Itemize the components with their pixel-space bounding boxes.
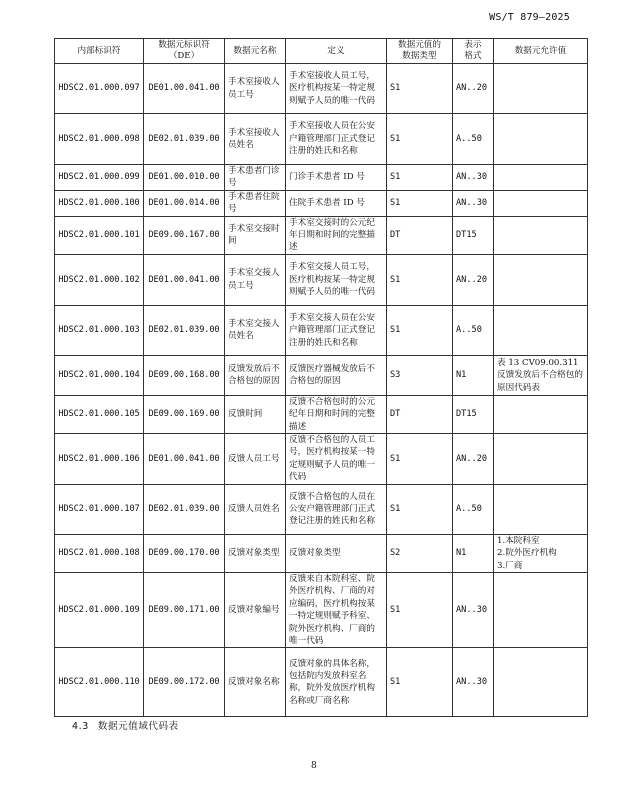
- table-row: [55, 305, 588, 355]
- data-type-cell: S1: [387, 165, 453, 191]
- de-id-cell: DE02.01.039.00: [144, 114, 225, 165]
- data-type-cell: S1: [387, 305, 453, 355]
- data-type-cell: DT: [387, 216, 453, 254]
- col-header-data-type-line2: 数据类型: [402, 51, 437, 61]
- definition-cell: 反馈医疗器械发放后不合格包的原因: [286, 355, 387, 395]
- format-cell: AN..30: [453, 648, 494, 717]
- internal-id-cell: HDSC2.01.000.105: [55, 395, 144, 433]
- format-cell: N1: [453, 534, 494, 572]
- allowed-values-cell: [494, 216, 588, 254]
- name-cell: 手术室接收人员工号: [225, 64, 286, 114]
- internal-id-cell: HDSC2.01.000.098: [55, 114, 144, 165]
- data-type-cell: S1: [387, 190, 453, 216]
- format-cell: DT15: [453, 216, 494, 254]
- col-header-format-line2: 格式: [464, 51, 482, 61]
- definition-cell: 反馈不合格包时的公元纪年日期和时间的完整描述: [286, 395, 387, 433]
- section-heading: [72, 718, 179, 732]
- allowed-values-cell: [494, 648, 588, 717]
- internal-id-cell: HDSC2.01.000.103: [55, 305, 144, 355]
- table-row: [55, 434, 588, 485]
- definition-cell: 手术室接收人员工号，医疗机构按某一特定规则赋予人员的唯一代码: [286, 64, 387, 114]
- format-cell: AN..20: [453, 64, 494, 114]
- table-row: [55, 572, 588, 647]
- col-header-de-id-line1: 数据元标识符: [158, 40, 210, 50]
- allowed-values-cell: [494, 484, 588, 534]
- data-type-cell: S3: [387, 355, 453, 395]
- de-id-cell: DE01.00.041.00: [144, 64, 225, 114]
- internal-id-cell: HDSC2.01.000.102: [55, 254, 144, 305]
- definition-cell: 门诊手术患者 ID 号: [286, 165, 387, 191]
- col-header-de-id-line2: （DE）: [168, 51, 200, 61]
- data-type-cell: DT: [387, 395, 453, 433]
- format-cell: A..50: [453, 305, 494, 355]
- data-type-cell: S1: [387, 254, 453, 305]
- allowed-value: 表 13 CV09.00.311 反馈发放后不合格包的原因代码表: [497, 357, 583, 393]
- data-element-table: [54, 38, 588, 717]
- table-row: [55, 64, 588, 114]
- internal-id-cell: HDSC2.01.000.104: [55, 355, 144, 395]
- internal-id-cell: HDSC2.01.000.099: [55, 165, 144, 191]
- definition-cell: 手术室接收人员在公安户籍管理部门正式登记注册的姓氏和名称: [286, 114, 387, 165]
- format-cell: AN..20: [453, 434, 494, 485]
- allowed-values-cell: [494, 190, 588, 216]
- internal-id-cell: HDSC2.01.000.106: [55, 434, 144, 485]
- table-row: [55, 114, 588, 165]
- de-id-cell: DE09.00.167.00: [144, 216, 225, 254]
- col-header-definition: 定义: [286, 39, 387, 64]
- col-header-allowed-values: 数据元允许值: [494, 39, 588, 64]
- data-type-cell: S1: [387, 484, 453, 534]
- name-cell: 手术室交接时间: [225, 216, 286, 254]
- format-cell: AN..30: [453, 165, 494, 191]
- definition-cell: 反馈不合格包的人员工号，医疗机构按某一特定规则赋予人员的唯一代码: [286, 434, 387, 485]
- col-header-de-id: [144, 39, 225, 64]
- table-row: [55, 190, 588, 216]
- allowed-value: 2.院外医疗机构: [497, 548, 557, 559]
- name-cell: 手术患者门诊号: [225, 165, 286, 191]
- data-type-cell: S1: [387, 648, 453, 717]
- allowed-values-cell: [494, 305, 588, 355]
- definition-cell: 手术室交接时的公元纪年日期和时间的完整描述: [286, 216, 387, 254]
- col-header-internal-id: 内部标识符: [55, 39, 144, 64]
- name-cell: 反馈发放后不合格包的原因: [225, 355, 286, 395]
- name-cell: 反馈对象类型: [225, 534, 286, 572]
- format-cell: N1: [453, 355, 494, 395]
- format-cell: A..50: [453, 484, 494, 534]
- de-id-cell: DE01.00.041.00: [144, 254, 225, 305]
- allowed-values-cell: [494, 114, 588, 165]
- definition-cell: 反馈对象的具体名称，包括院内发放科室名称，院外发放医疗机构名称或厂商名称: [286, 648, 387, 717]
- definition-cell: 反馈对象类型: [286, 534, 387, 572]
- table-row: [55, 216, 588, 254]
- name-cell: 反馈对象编号: [225, 572, 286, 647]
- data-type-cell: S1: [387, 572, 453, 647]
- table-row: [55, 395, 588, 433]
- allowed-values-cell: [494, 165, 588, 191]
- definition-cell: 反馈来自本院科室、院外医疗机构、厂商的对应编码，医疗机构按某一特定规则赋予科室、院外医疗机构、厂商的唯一代码: [286, 572, 387, 647]
- de-id-cell: DE09.00.171.00: [144, 572, 225, 647]
- definition-cell: 手术室交接人员在公安户籍管理部门正式登记注册的姓氏和名称: [286, 305, 387, 355]
- name-cell: 手术室交接人员工号: [225, 254, 286, 305]
- table-row: [55, 355, 588, 395]
- format-cell: AN..30: [453, 572, 494, 647]
- col-header-format: [453, 39, 494, 64]
- data-type-cell: S1: [387, 114, 453, 165]
- col-header-format-line1: 表示: [464, 40, 482, 50]
- table-row: [55, 534, 588, 572]
- table-row: [55, 165, 588, 191]
- col-header-name: 数据元名称: [225, 39, 286, 64]
- de-id-cell: DE02.01.039.00: [144, 305, 225, 355]
- data-type-cell: S1: [387, 434, 453, 485]
- internal-id-cell: HDSC2.01.000.107: [55, 484, 144, 534]
- de-id-cell: DE01.00.010.00: [144, 165, 225, 191]
- table-row: [55, 484, 588, 534]
- section-title: 数据元值域代码表: [97, 721, 179, 732]
- de-id-cell: DE09.00.169.00: [144, 395, 225, 433]
- definition-cell: 住院手术患者 ID 号: [286, 190, 387, 216]
- de-id-cell: DE09.00.168.00: [144, 355, 225, 395]
- name-cell: 反馈人员姓名: [225, 484, 286, 534]
- col-header-data-type-line1: 数据元值的: [398, 40, 441, 50]
- data-type-cell: S2: [387, 534, 453, 572]
- allowed-values-cell: [494, 534, 588, 572]
- internal-id-cell: HDSC2.01.000.109: [55, 572, 144, 647]
- table-header-row: [55, 39, 588, 64]
- name-cell: 手术室交接人员姓名: [225, 305, 286, 355]
- col-header-data-type: [387, 39, 453, 64]
- de-id-cell: DE01.00.014.00: [144, 190, 225, 216]
- internal-id-cell: HDSC2.01.000.108: [55, 534, 144, 572]
- name-cell: 反馈对象名称: [225, 648, 286, 717]
- de-id-cell: DE09.00.172.00: [144, 648, 225, 717]
- name-cell: 手术室接收人员姓名: [225, 114, 286, 165]
- table-body: [55, 64, 588, 717]
- internal-id-cell: HDSC2.01.000.097: [55, 64, 144, 114]
- name-cell: 反馈时间: [225, 395, 286, 433]
- internal-id-cell: HDSC2.01.000.101: [55, 216, 144, 254]
- table-row: [55, 648, 588, 717]
- internal-id-cell: HDSC2.01.000.100: [55, 190, 144, 216]
- name-cell: 手术患者住院号: [225, 190, 286, 216]
- definition-cell: 反馈不合格包的人员在公安户籍管理部门正式登记注册的姓氏和名称: [286, 484, 387, 534]
- de-id-cell: DE02.01.039.00: [144, 484, 225, 534]
- de-id-cell: DE09.00.170.00: [144, 534, 225, 572]
- allowed-value: 1.本院科室: [497, 535, 540, 546]
- allowed-values-cell: [494, 572, 588, 647]
- de-id-cell: DE01.00.041.00: [144, 434, 225, 485]
- definition-cell: 手术室交接人员工号，医疗机构按某一特定规则赋予人员的唯一代码: [286, 254, 387, 305]
- page-number: 8: [311, 761, 317, 771]
- allowed-values-cell: [494, 355, 588, 395]
- allowed-value: 3.厂商: [497, 560, 523, 571]
- data-type-cell: S1: [387, 64, 453, 114]
- allowed-values-cell: [494, 64, 588, 114]
- standard-code: WS/T 879—2025: [489, 12, 570, 23]
- format-cell: AN..20: [453, 254, 494, 305]
- allowed-values-cell: [494, 254, 588, 305]
- table-row: [55, 254, 588, 305]
- internal-id-cell: HDSC2.01.000.110: [55, 648, 144, 717]
- format-cell: A..50: [453, 114, 494, 165]
- allowed-values-cell: [494, 434, 588, 485]
- format-cell: AN..30: [453, 190, 494, 216]
- allowed-values-cell: [494, 395, 588, 433]
- format-cell: DT15: [453, 395, 494, 433]
- section-number: 4.3: [72, 721, 89, 732]
- name-cell: 反馈人员工号: [225, 434, 286, 485]
